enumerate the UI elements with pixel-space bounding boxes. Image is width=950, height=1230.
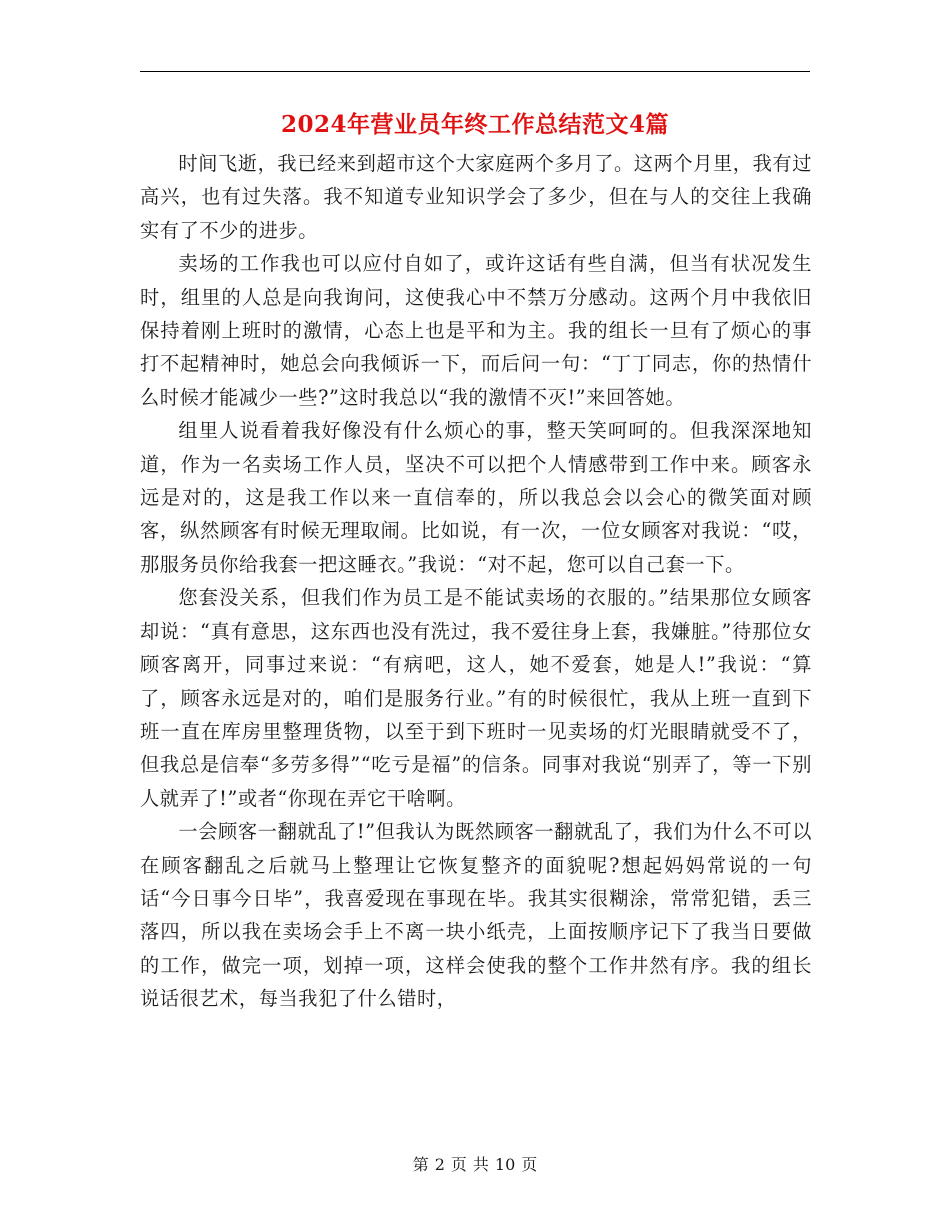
footer-label-page: 第 [412, 1155, 429, 1174]
paragraph: 一会顾客一翻就乱了!”但我认为既然顾客一翻就乱了，我们为什么不可以在顾客翻乱之后就马上整理让它恢复整齐的面貌呢?想起妈妈常说的一句话“今日事今日毕”，我喜爱现在事现在毕。我其实很糊涂，常常犯错，丢三落四，所以我在卖场会手上不离一块小纸壳，上面按顺序记下了我当日要做的工作，做完一项，划掉一项，这样会使我的整个工作井然有序。我的组长说话很艺术，每当我犯了什么错时， [140, 820, 812, 1011]
footer-current-page: 2 [434, 1155, 445, 1174]
paragraph: 时间飞逝，我已经来到超市这个大家庭两个多月了。这两个月里，我有过高兴，也有过失落。我不知道专业知识学会了多少，但在与人的交往上我确实有了不少的进步。 [140, 152, 812, 242]
paragraph: 组里人说看着我好像没有什么烦心的事，整天笑呵呵的。但我深深地知道，作为一名卖场工作人员，坚决不可以把个人情感带到工作中来。顾客永远是对的，这是我工作以来一直信奉的，所以我总会以会心的微笑面对顾客，纵然顾客有时候无理取闹。比如说，有一次，一位女顾客对我说：“哎，那服务员你给我套一把这睡衣。”我说：“对不起，您可以自己套一下。 [140, 419, 812, 576]
footer-total-pages: 10 [494, 1155, 516, 1174]
paragraph: 卖场的工作我也可以应付自如了，或许这话有些自满，但当有状况发生时，组里的人总是向我询问，这使我心中不禁万分感动。这两个月中我依旧保持着刚上班时的激情，心态上也是平和为主。我的组长一旦有了烦心的事打不起精神时，她总会向我倾诉一下，而后问一句：“丁丁同志，你的热情什么时候才能减少一些?”这时我总以“我的激情不灭!”来回答她。 [140, 252, 812, 409]
document-body [140, 147, 812, 1016]
document-title: 2024年营业员年终工作总结范文4篇 [280, 111, 670, 138]
footer-label-page-unit: 页 [450, 1155, 467, 1174]
page-footer [0, 1154, 950, 1176]
footer-label-total: 共 [472, 1155, 489, 1174]
header-rule [140, 71, 810, 72]
paragraph: 您套没关系，但我们作为员工是不能试卖场的衣服的。”结果那位女顾客却说：“真有意思，这东西也没有洗过，我不爱往身上套，我嫌脏。”待那位女顾客离开，同事过来说：“有病吧，这人，她不爱套，她是人!”我说：“算了，顾客永远是对的，咱们是服务行业。”有的时候很忙，我从上班一直到下班一直在库房里整理货物，以至于到下班时一见卖场的灯光眼睛就受不了，但我总是信奉“多劳多得”“吃亏是福”的信条。同事对我说“别弄了，等一下别人就弄了!”或者“你现在弄它干啥啊。 [140, 586, 812, 810]
footer-label-total-unit: 页 [521, 1155, 538, 1174]
